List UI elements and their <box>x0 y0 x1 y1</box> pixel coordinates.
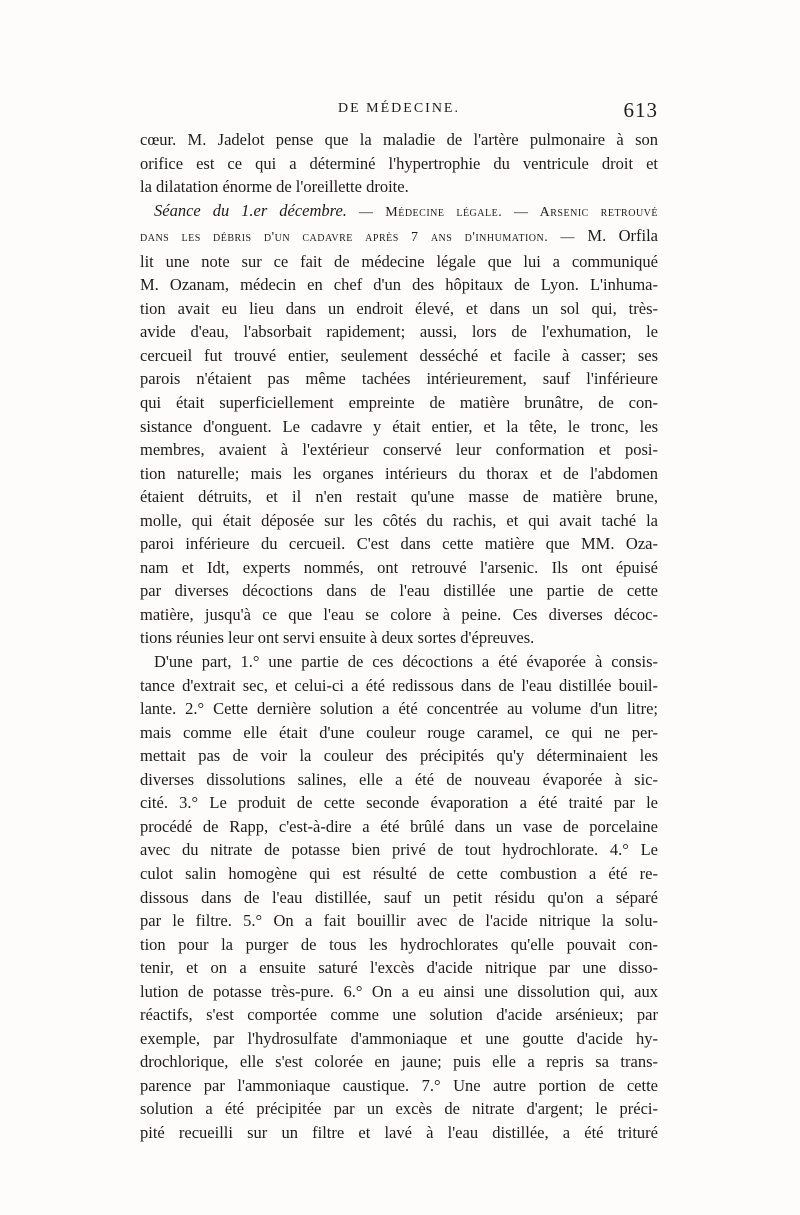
text-line: tion pour la purger de tous les hydrochlorates qu'elle pouvait con- <box>140 934 658 954</box>
text-line: lante. 2.° Cette dernière solution a été concentrée au volume d'un litre; <box>140 699 658 719</box>
text-line: dissous dans de l'eau distillée, sauf un petit résidu qu'on a séparé <box>140 887 658 907</box>
text-line: parence par l'ammoniaque caustique. 7.° Une autre portion de cette <box>140 1075 658 1095</box>
text-line: paroi inférieure du cercueil. C'est dans cette matière que MM. Oza- <box>140 534 658 554</box>
session-label: Séance du 1.er décembre. <box>154 200 347 220</box>
text-line: sistance d'onguent. Le cadavre y était entier, et la tête, le tronc, les <box>140 416 658 436</box>
text-line: par diverses décoctions dans de l'eau distillée une partie de cette <box>140 581 658 601</box>
text-line: la dilatation énorme de l'oreillette droite. <box>140 177 409 197</box>
text-line: avec du nitrate de potasse bien privé de tout hydrochlorate. 4.° Le <box>140 840 658 860</box>
text-line: D'une part, 1.° une partie de ces décoctions a été évaporée à consis- <box>154 652 658 672</box>
text-line: cercueil fut trouvé entier, seulement desséché et facile à casser; ses <box>140 345 658 365</box>
body-text <box>140 128 658 1145</box>
text-line: matière, jusqu'à ce que l'eau se colore à peine. Ces diverses décoc- <box>140 604 658 624</box>
page-number: 613 <box>623 98 658 122</box>
text-line: étaient détruits, et il n'en restait qu'une masse de matière brune, <box>140 487 658 507</box>
text-line: tions réunies leur ont servi ensuite à deux sortes d'épreuves. <box>140 628 535 648</box>
text-line: cœur. M. Jadelot pense que la maladie de l'artère pulmonaire à son <box>140 130 658 149</box>
paragraph-3 <box>140 650 658 1144</box>
text-line: tance d'extrait sec, et celui-ci a été redissous dans de l'eau distillée bouil- <box>140 675 658 695</box>
paragraph-1 <box>140 128 658 199</box>
text-line: nam et Idt, experts nommés, ont retrouvé l'arsenic. Ils ont épuisé <box>140 557 658 577</box>
text-line: parois n'étaient pas même tachées intérieurement, sauf l'inférieure <box>140 369 658 389</box>
text-line: tenir, et on a ensuite saturé l'excès d'acide nitrique par une disso- <box>140 958 658 978</box>
text-line: lit une note sur ce fait de médecine légale que lui a communiqué <box>140 251 658 271</box>
text-line: cité. 3.° Le produit de cette seconde évaporation a été traité par le <box>140 793 658 813</box>
text-line: mais comme elle était d'une couleur rouge caramel, ce qui ne per- <box>140 722 658 742</box>
running-title: DE MÉDECINE. <box>338 101 460 116</box>
text-line: lution de potasse très-pure. 6.° On a eu ainsi une dissolution qui, aux <box>140 981 658 1001</box>
section-heading-part-2: dans les débris d'un cadavre après 7 ans d'inhumation. — <box>140 230 575 246</box>
section-heading-part-1: — Médecine légale. — Arsenic retrouvé <box>358 204 658 220</box>
text-line: tion naturelle; mais les organes intérieurs du thorax et de l'abdomen <box>140 463 658 483</box>
session-line <box>140 199 658 225</box>
text-line: membres, avaient à l'extérieur conservé leur conformation et posi- <box>140 440 658 460</box>
text-line: molle, qui était déposée sur les côtés du rachis, et qui avait taché la <box>140 510 658 530</box>
text-line: par le filtre. 5.° On a fait bouillir avec de l'acide nitrique la solu- <box>140 911 658 931</box>
text-line: mettait pas de voir la couleur des précipités qu'y déterminaient les <box>140 746 658 766</box>
text-line: qui était superficiellement empreinte de matière brunâtre, de con- <box>140 393 658 413</box>
text-line: pité recueilli sur un filtre et lavé à l'eau distillée, a été trituré <box>140 1122 658 1142</box>
heading-tail: M. Orfila <box>587 226 658 246</box>
text-line: diverses dissolutions salines, elle a été de nouveau évaporée à sic- <box>140 769 658 789</box>
text-line: orifice est ce qui a déterminé l'hypertrophie du ventricule droit et <box>140 153 658 173</box>
running-head <box>140 98 658 125</box>
text-line: avide d'eau, l'absorbait rapidement; aussi, lors de l'exhumation, le <box>140 322 658 342</box>
text-line: procédé de Rapp, c'est-à-dire a été brûlé dans un vase de porcelaine <box>140 816 658 836</box>
text-line: drochlorique, elle s'est colorée en jaune; puis elle a repris sa trans- <box>140 1052 658 1072</box>
text-line: tion avait eu lieu dans un endroit élevé, et dans un sol qui, très- <box>140 298 658 318</box>
text-line: réactifs, s'est comportée comme une solution d'acide arsénieux; par <box>140 1005 658 1025</box>
text-line: culot salin homogène qui est résulté de cette combustion a été re- <box>140 863 658 883</box>
heading-line <box>140 224 658 250</box>
paragraph-2 <box>140 199 658 650</box>
text-line: M. Ozanam, médecin en chef d'un des hôpitaux de Lyon. L'inhuma- <box>140 275 658 295</box>
text-line: solution a été précipitée par un excès de nitrate d'argent; le préci- <box>140 1099 658 1119</box>
text-line: exemple, par l'hydrosulfate d'ammoniaque et une goutte d'acide hy- <box>140 1028 658 1048</box>
